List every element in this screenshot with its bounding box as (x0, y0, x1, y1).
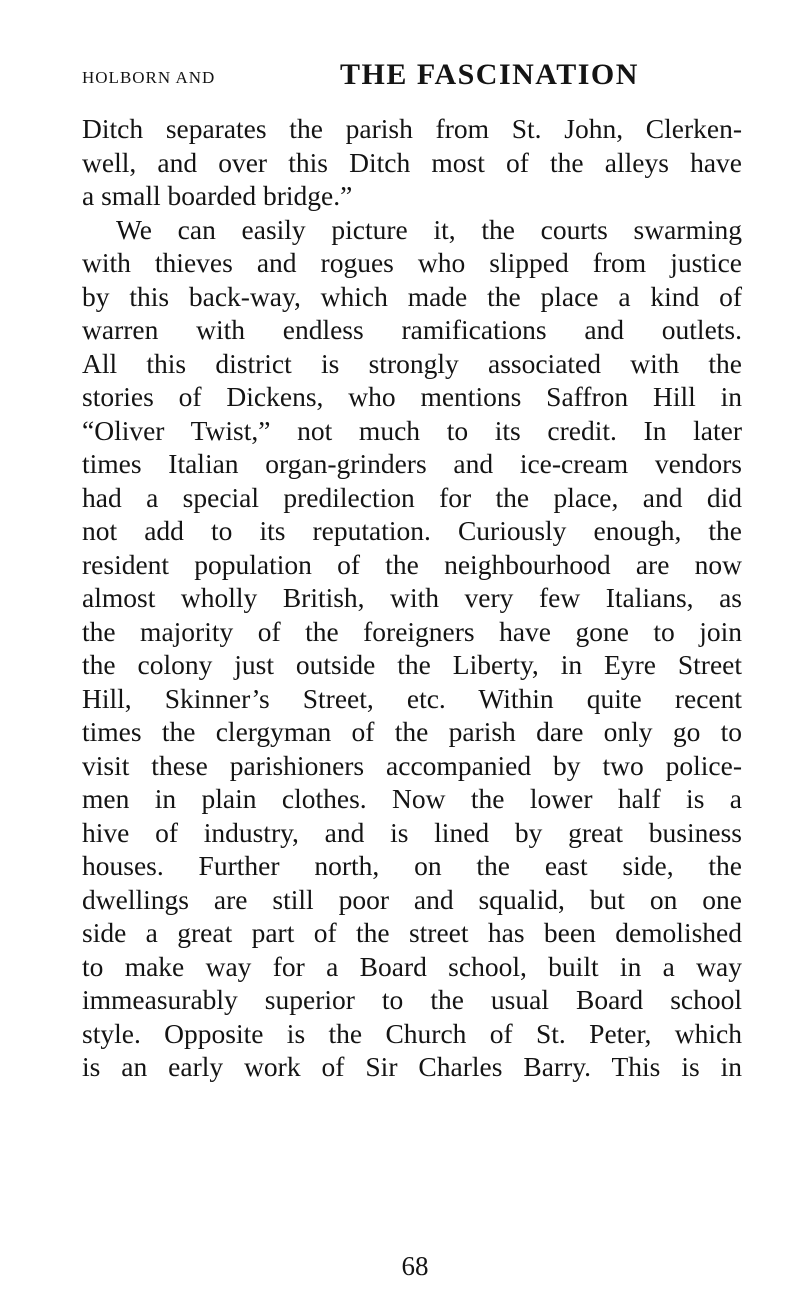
text-line: side a great part of the street has been demolished (82, 917, 742, 948)
text-line: to make way for a Board school, built in a way (82, 950, 742, 982)
running-header (82, 58, 732, 98)
text-line: All this district is strongly associated with the (82, 347, 742, 379)
text-line: “Oliver Twist,” not much to its credit. In later (82, 414, 742, 446)
text-line: hive of industry, and is lined by great business (82, 816, 742, 848)
running-header-title: THE FASCINATION (340, 58, 639, 91)
text-line: a small boarded bridge.” (82, 180, 353, 211)
text-line: visit these parishioners accompanied by two police- (82, 749, 742, 781)
text-line: with thieves and rogues who slipped from justice (82, 247, 742, 278)
text-line: resident population of the neighbourhood are now (82, 548, 742, 580)
text-line: is an early work of Sir Charles Barry. This is in (82, 1051, 742, 1082)
text-line: dwellings are still poor and squalid, but on one (82, 883, 742, 915)
text-line: almost wholly British, with very few Italians, as (82, 582, 742, 613)
text-line: the colony just outside the Liberty, in Eyre Street (82, 649, 742, 680)
text-line: men in plain clothes. Now the lower half is a (82, 783, 742, 814)
body-text (82, 112, 742, 1084)
text-line: times the clergyman of the parish dare only go to (82, 716, 742, 747)
paragraph-first-line: We can easily picture it, the courts swarming (116, 213, 742, 245)
text-line: by this back-way, which made the place a kind of (82, 280, 742, 312)
text-line: style. Opposite is the Church of St. Peter, which (82, 1017, 742, 1049)
text-line: had a special predilection for the place, and did (82, 481, 742, 513)
text-line: the majority of the foreigners have gone to join (82, 615, 742, 647)
text-line: Ditch separates the parish from St. John, Clerken- (82, 113, 742, 144)
text-line: not add to its reputation. Curiously enough, the (82, 515, 742, 546)
text-line: well, and over this Ditch most of the alleys have (82, 146, 742, 178)
text-line: warren with endless ramifications and outlets. (82, 314, 742, 345)
text-line: houses. Further north, on the east side, the (82, 850, 742, 881)
running-header-left: HOLBORN AND (82, 68, 216, 87)
text-line: stories of Dickens, who mentions Saffron Hill in (82, 381, 742, 412)
text-line: times Italian organ-grinders and ice-cream vendors (82, 448, 742, 479)
page-number: 68 (401, 1251, 429, 1281)
text-line: Hill, Skinner’s Street, etc. Within quite recent (82, 682, 742, 714)
text-line: immeasurably superior to the usual Board school (82, 984, 742, 1015)
